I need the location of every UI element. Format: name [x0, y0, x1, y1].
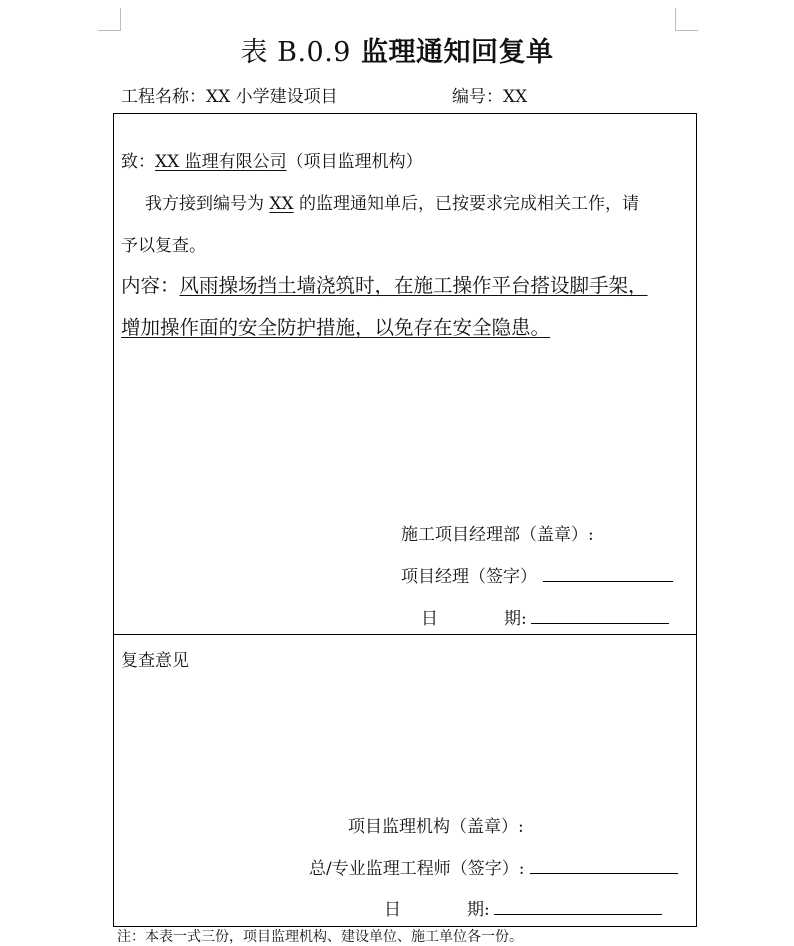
manager-sign-label: 项目经理（签字） — [401, 567, 537, 587]
review-date-label-1: 日 — [384, 900, 401, 920]
content-line-1 — [121, 270, 648, 298]
manager-sign-row — [401, 562, 673, 587]
review-heading: 复查意见 — [121, 651, 189, 671]
engineer-signature-field[interactable] — [530, 858, 678, 874]
reply-date-label-1: 日 — [421, 609, 438, 629]
review-date-row — [384, 895, 662, 920]
section-divider — [114, 634, 696, 635]
project-label: 工程名称： — [121, 87, 206, 107]
content-label: 内容： — [121, 274, 180, 297]
form-title-text: 监理通知回复单 — [360, 37, 554, 68]
addressee-company: XX 监理有限公司 — [155, 152, 287, 172]
addressee-label: 致： — [121, 152, 155, 172]
content-text-1: 风雨操场挡土墙浇筑时，在施工操作平台搭设脚手架， — [179, 274, 648, 297]
reply-notice-number: XX — [269, 194, 294, 214]
project-value: XX 小学建设项目 — [206, 87, 338, 107]
reply-body-part1: 我方接到编号为 — [145, 194, 270, 214]
reply-date-field[interactable] — [531, 608, 669, 624]
page-corner-mark-left — [98, 8, 121, 31]
form-table — [113, 113, 697, 927]
engineer-sign-row — [309, 854, 678, 879]
page-corner-mark-right — [675, 8, 698, 31]
supervision-seal-label: 项目监理机构（盖章）: — [348, 817, 524, 837]
footnote: 注：本表一式三份，项目监理机构、建设单位、施工单位各一份。 — [117, 929, 523, 945]
review-date-field[interactable] — [494, 899, 662, 915]
content-line-2: 增加操作面的安全防护措施，以免存在安全隐患。 — [121, 316, 551, 339]
reply-date-label-2: 期: — [504, 609, 527, 629]
addressee-suffix: （项目监理机构） — [286, 152, 423, 172]
engineer-sign-label: 总/专业监理工程师（签字）: — [309, 859, 525, 879]
number-value: XX — [503, 87, 528, 107]
review-date-label-2: 期: — [467, 900, 490, 920]
addressee-line — [121, 147, 423, 172]
number-label: 编号： — [452, 87, 503, 107]
reply-date-row — [421, 604, 669, 629]
form-number — [452, 82, 527, 107]
reply-body-line-2: 予以复查。 — [121, 236, 206, 256]
reply-body-line-1 — [145, 189, 639, 214]
form-code: 表 B.0.9 — [240, 37, 351, 68]
reply-body-part2: 的监理通知单后，已按要求完成相关工作，请 — [293, 194, 640, 214]
dept-seal-label: 施工项目经理部（盖章）: — [401, 525, 594, 545]
form-title — [0, 30, 794, 69]
project-name — [121, 82, 338, 107]
manager-signature-field[interactable] — [543, 566, 673, 582]
